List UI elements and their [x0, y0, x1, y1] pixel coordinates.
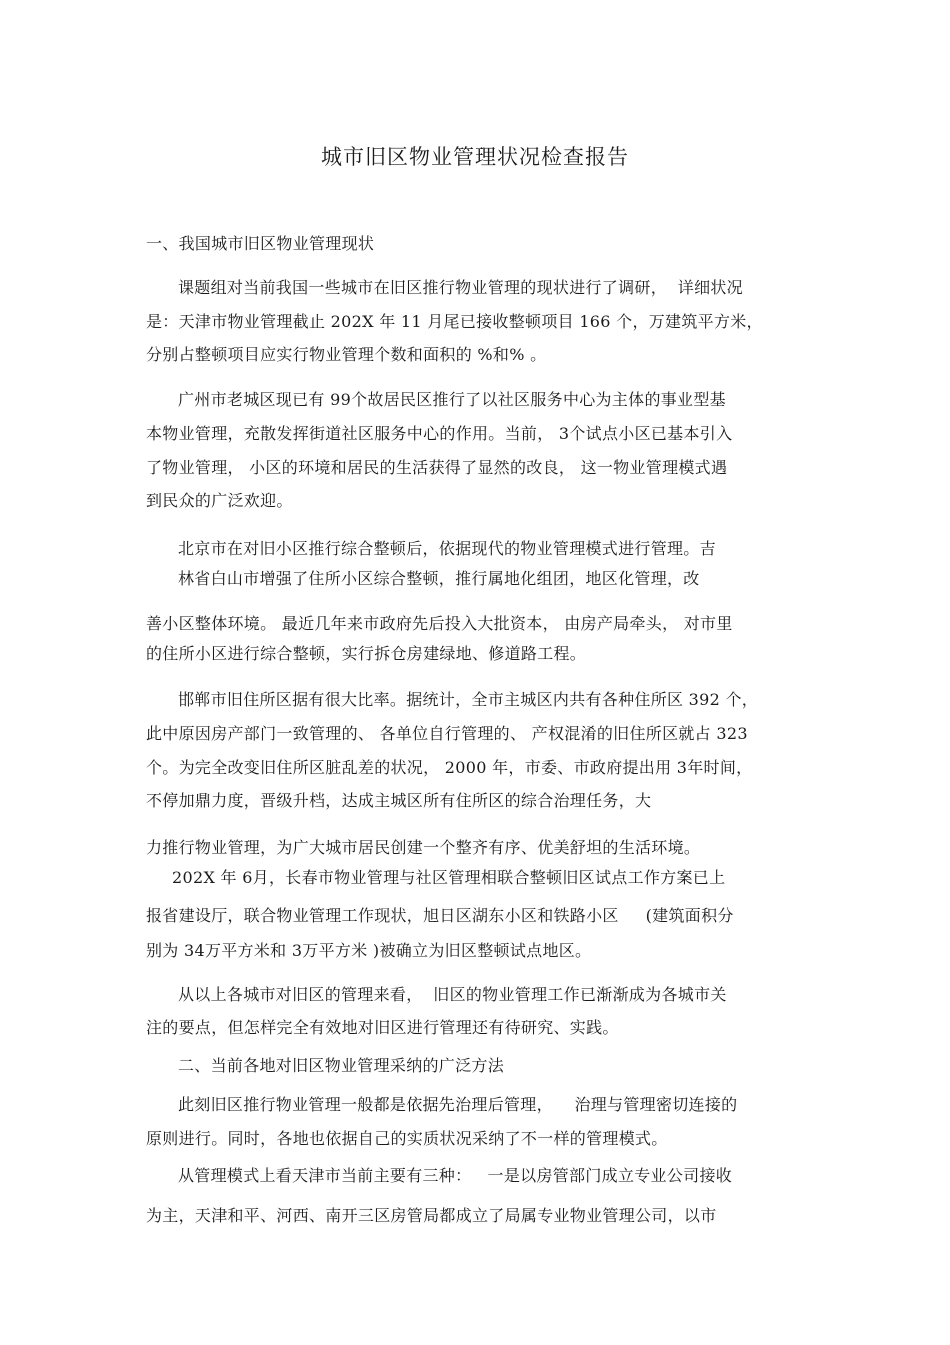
- paragraph-line: 分别占整顿项目应实行物业管理个数和面积的 %和% 。: [146, 345, 547, 364]
- paragraph-line: 注的要点，但怎样完全有效地对旧区进行管理还有待研究、实践。: [146, 1018, 619, 1037]
- paragraph-line: 此中原因房产部门一致管理的、 各单位自行管理的、 产权混淆的旧住所区就占 323: [146, 724, 748, 743]
- paragraph-line: 不停加鼎力度，晋级升档，达成主城区所有住所区的综合治理任务，大: [146, 791, 652, 810]
- paragraph-line: 广州市老城区现已有 99个故居民区推行了以社区服务中心为主体的事业型基: [178, 390, 726, 409]
- paragraph-line: 202X 年 6月，长春市物业管理与社区管理相联合整顿旧区试点工作方案已上: [172, 868, 726, 887]
- paragraph-line: 报省建设厅，联合物业管理工作现状，旭日区湖东小区和铁路小区 (建筑面积分: [146, 906, 734, 925]
- paragraph-line: 从以上各城市对旧区的管理来看， 旧区的物业管理工作已渐渐成为各城市关: [178, 985, 727, 1004]
- paragraph-line: 北京市在对旧小区推行综合整顿后，依据现代的物业管理模式进行管理。吉: [178, 539, 716, 558]
- paragraph-line: 此刻旧区推行物业管理一般都是依据先治理后管理， 治理与管理密切连接的: [178, 1095, 738, 1114]
- paragraph-line: 的住所小区进行综合整顿，实行拆仓房建绿地、修道路工程。: [146, 644, 587, 663]
- section-heading-1: 一、我国城市旧区物业管理现状: [146, 234, 375, 253]
- paragraph-line: 是：天津市物业管理截止 202X 年 11 月尾已接收整顿项目 166 个，万建筑平方米，: [146, 312, 763, 331]
- paragraph-line: 原则进行。同时，各地也依据自己的实质状况采纳了不一样的管理模式。: [146, 1129, 668, 1148]
- paragraph-line: 善小区整体环境。 最近几年来市政府先后投入大批资本， 由房产局牵头， 对市里: [146, 614, 733, 633]
- paragraph-line: 别为 34万平方米和 3万平方米 )被确立为旧区整顿试点地区。: [146, 941, 592, 960]
- paragraph-line: 为主，天津和平、河西、南开三区房管局都成立了局属专业物业管理公司，以市: [146, 1206, 717, 1225]
- paragraph-line: 个。为完全改变旧住所区脏乱差的状况， 2000 年，市委、市政府提出用 3年时间，: [146, 758, 753, 777]
- section-heading-2: 二、当前各地对旧区物业管理采纳的广泛方法: [178, 1056, 505, 1075]
- paragraph-line: 本物业管理，充散发挥街道社区服务中心的作用。当前， 3个试点小区已基本引入: [146, 424, 733, 443]
- paragraph-line: 到民众的广泛欢迎。: [146, 491, 293, 510]
- paragraph-line: 林省白山市增强了住所小区综合整顿，推行属地化组团，地区化管理，改: [178, 569, 700, 588]
- document-title: 城市旧区物业管理状况检查报告: [321, 145, 629, 169]
- paragraph-line: 课题组对当前我国一些城市在旧区推行物业管理的现状进行了调研， 详细状况: [178, 278, 743, 297]
- paragraph-line: 从管理模式上看天津市当前主要有三种： 一是以房管部门成立专业公司接收: [178, 1166, 733, 1185]
- paragraph-line: 了物业管理， 小区的环境和居民的生活获得了显然的改良， 这一物业管理模式遇: [146, 458, 728, 477]
- paragraph-line: 力推行物业管理，为广大城市居民创建一个整齐有序、优美舒坦的生活环境。: [146, 838, 701, 857]
- paragraph-line: 邯郸市旧住所区据有很大比率。据统计，全市主城区内共有各种住所区 392 个，: [178, 690, 759, 709]
